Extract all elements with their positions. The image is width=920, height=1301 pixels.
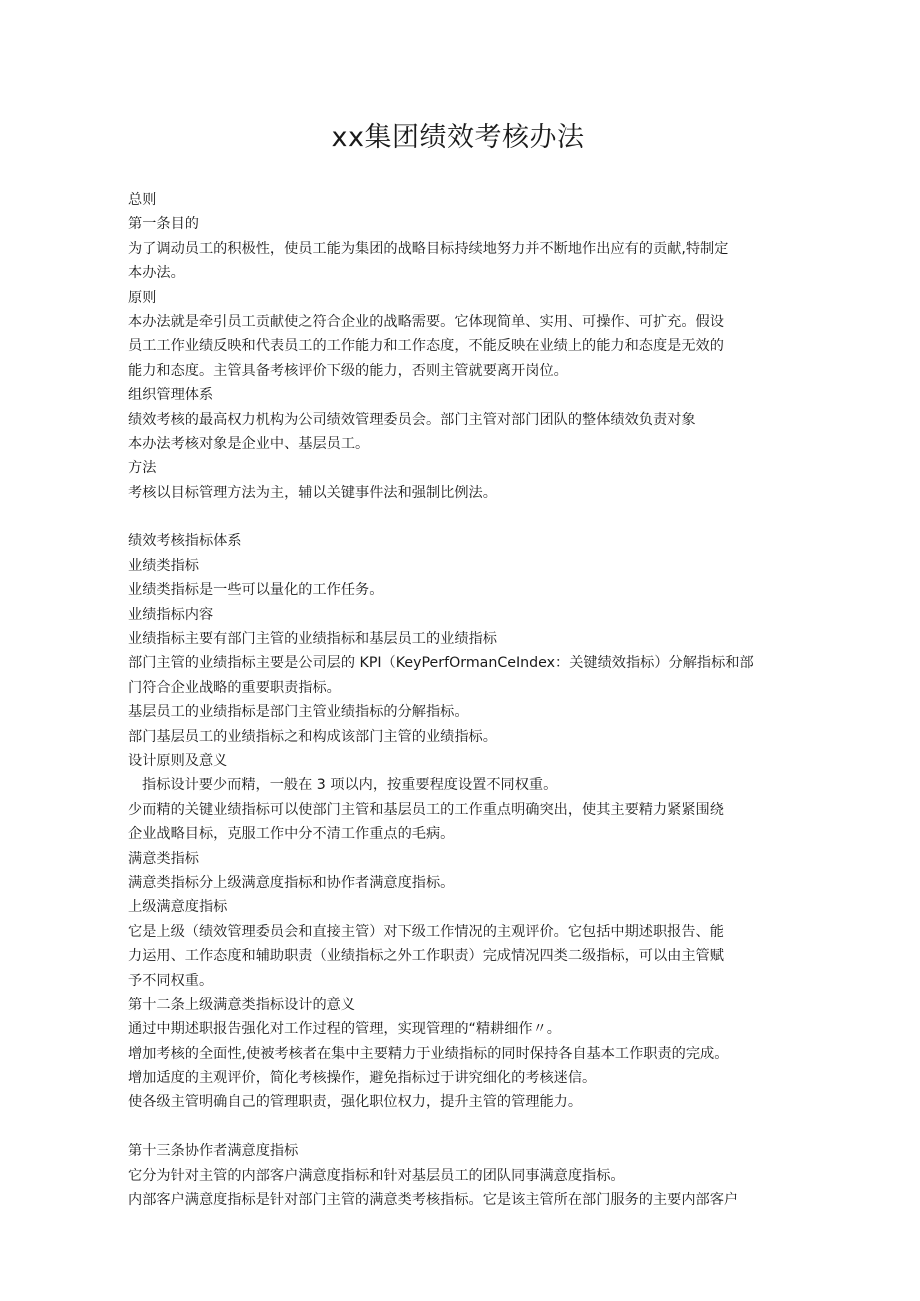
paragraph-line: 部门基层员工的业绩指标之和构成该部门主管的业绩指标。 <box>128 728 497 745</box>
paragraph-line: 绩效考核的最高权力机构为公司绩效管理委员会。部门主管对部门团队的整体绩效负责对象 <box>128 411 696 428</box>
paragraph-line: 企业战略目标，克服工作中分不清工作重点的毛病。 <box>128 826 455 843</box>
paragraph-line: 予不同权重。 <box>128 972 214 989</box>
heading-method: 方法 <box>128 460 157 477</box>
paragraph-line: 指标设计要少而精，一般在 3 项以内，按重要程度设置不同权重。 <box>142 777 558 794</box>
paragraph-line: 力运用、工作态度和辅助职责（业绩指标之外工作职责）完成情况四类二级指标，可以由主管赋 <box>128 948 724 965</box>
document-title: xx集团绩效考核办法 <box>331 122 585 153</box>
heading-indicator-system: 绩效考核指标体系 <box>128 533 242 550</box>
paragraph-line: 部门主管的业绩指标主要是公司层的 KPI（KeyPerfOrmanCeIndex：关键绩效指标）分解指标和部 <box>128 655 754 672</box>
paragraph-line: 满意类指标分上级满意度指标和协作者满意度指标。 <box>128 874 455 891</box>
heading-performance-indicators: 业绩类指标 <box>128 557 199 574</box>
paragraph-line: 通过中期述职报告强化对工作过程的管理，实现管理的“精耕细作〃。 <box>128 1021 561 1038</box>
paragraph-line: 内部客户满意度指标是针对部门主管的满意类考核指标。它是该主管所在部门服务的主要内部客户 <box>128 1192 739 1209</box>
paragraph-line: 它是上级（绩效管理委员会和直接主管）对下级工作情况的主观评价。它包括中期述职报告、能 <box>128 923 724 940</box>
heading-design-principles: 设计原则及意义 <box>128 752 228 769</box>
paragraph-line: 门符合企业战略的重要职责指标。 <box>128 679 341 696</box>
paragraph-line: 为了调动员工的积极性，使员工能为集团的战略目标持续地努力并不断地作出应有的贡献,特制定 <box>128 240 729 257</box>
paragraph-line: 基层员工的业绩指标是部门主管业绩指标的分解指标。 <box>128 704 469 721</box>
blank-line <box>128 505 793 529</box>
paragraph-line: 使各级主管明确自己的管理职责，强化职位权力，提升主管的管理能力。 <box>128 1094 583 1111</box>
heading-superior-satisfaction: 上级满意度指标 <box>128 899 228 916</box>
heading-principles: 原则 <box>128 289 157 306</box>
heading-general: 总则 <box>128 192 157 208</box>
paragraph-line: 增加适度的主观评价，简化考核操作，避免指标过于讲究细化的考核迷信。 <box>128 1070 597 1087</box>
heading-organization: 组织管理体系 <box>128 387 214 404</box>
paragraph-line: 业绩类指标是一些可以量化的工作任务。 <box>128 582 384 599</box>
heading-satisfaction-indicators: 满意类指标 <box>128 850 199 867</box>
blank-line <box>128 1115 793 1139</box>
paragraph-line: 本办法就是牵引员工贡献使之符合企业的战略需要。它体现简单、实用、可操作、可扩充。假设 <box>128 313 724 330</box>
paragraph-line: 本办法考核对象是企业中、基层员工。 <box>128 435 370 452</box>
paragraph-line: 本办法。 <box>128 265 185 282</box>
paragraph-line: 少而精的关键业绩指标可以使部门主管和基层员工的工作重点明确突出，使其主要精力紧紧围绕 <box>128 801 724 818</box>
paragraph-line: 能力和态度。主管具备考核评价下级的能力，否则主管就要离开岗位。 <box>128 362 568 379</box>
article-1-heading: 第一条目的 <box>128 216 199 233</box>
paragraph-line: 它分为针对主管的内部客户满意度指标和针对基层员工的团队同事满意度指标。 <box>128 1167 625 1184</box>
paragraph-line: 业绩指标主要有部门主管的业绩指标和基层员工的业绩指标 <box>128 631 497 648</box>
paragraph-line: 增加考核的全面性,使被考核者在集中主要精力于业绩指标的同时保持各自基本工作职责的完成。 <box>128 1045 729 1062</box>
paragraph-line: 考核以目标管理方法为主，辅以关键事件法和强制比例法。 <box>128 484 497 501</box>
article-12-heading: 第十二条上级满意类指标设计的意义 <box>128 996 356 1013</box>
heading-indicator-content: 业绩指标内容 <box>128 606 214 623</box>
article-13-heading: 第十三条协作者满意度指标 <box>128 1143 299 1160</box>
paragraph-line: 员工工作业绩反映和代表员工的工作能力和工作态度，不能反映在业绩上的能力和态度是无效的 <box>128 338 724 355</box>
document-body <box>128 188 793 1212</box>
